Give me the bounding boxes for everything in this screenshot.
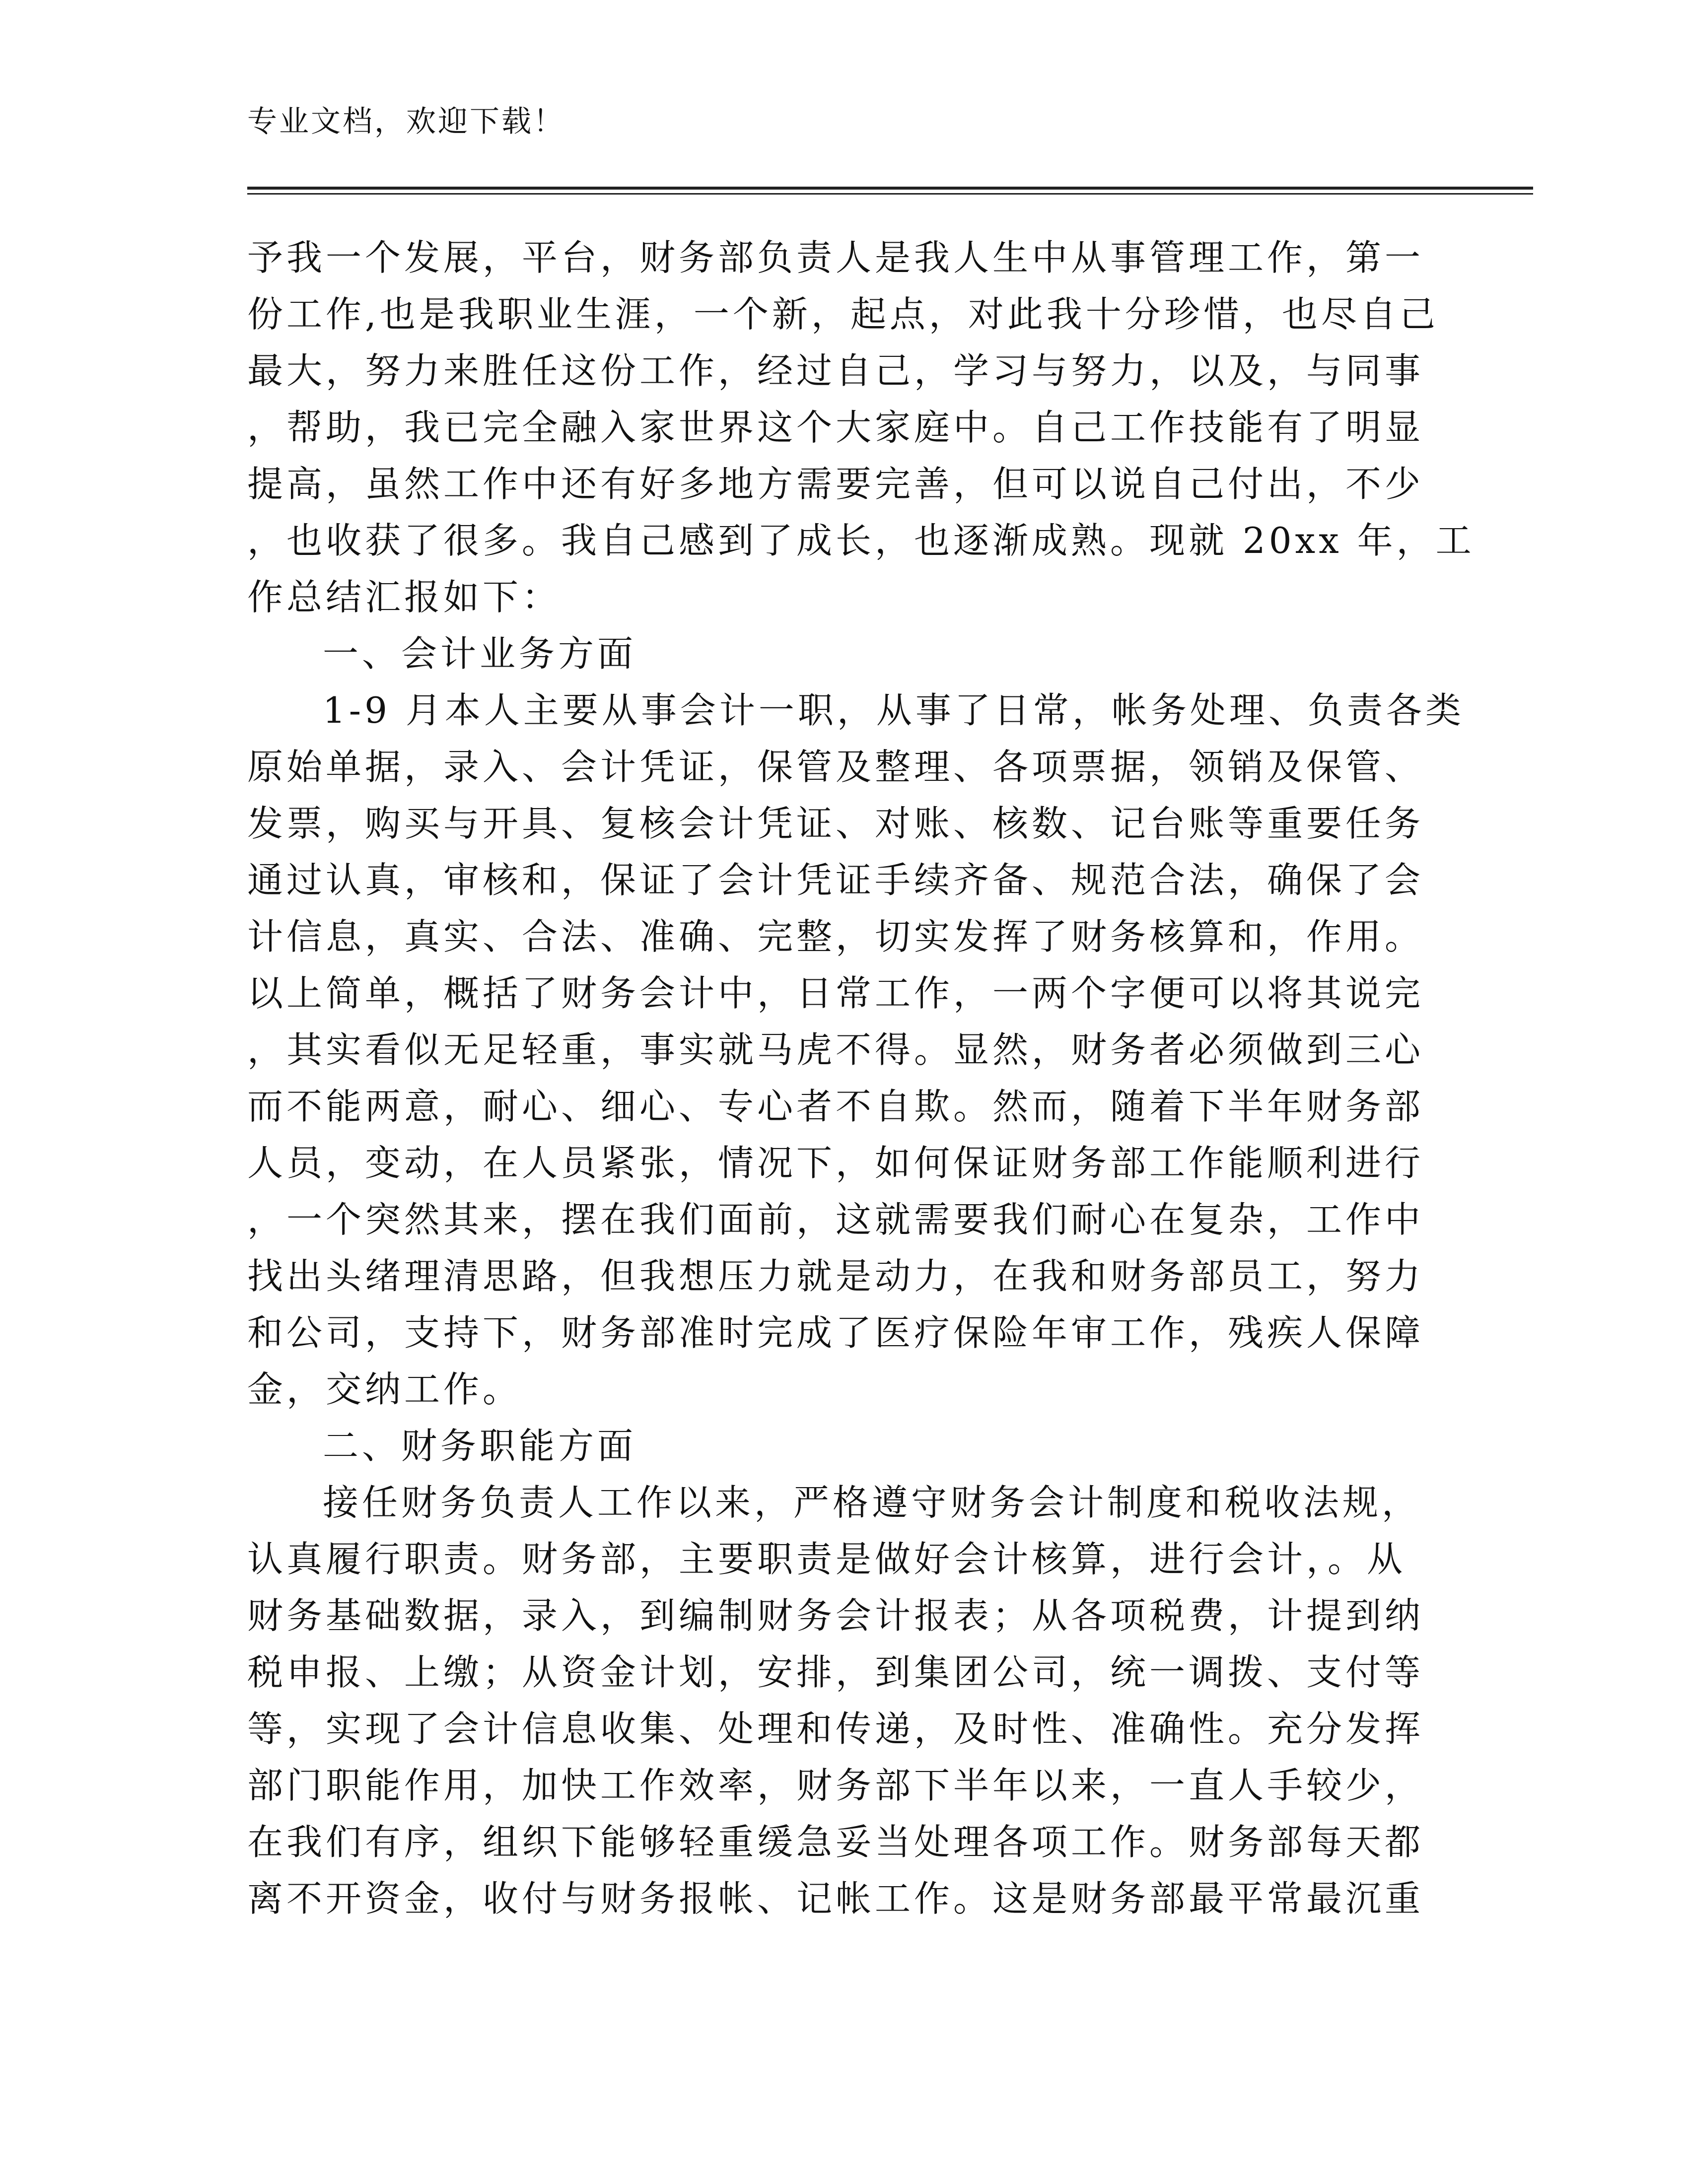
header-rule-thin <box>247 193 1533 195</box>
body-line: 原始单据，录入、会计凭证，保管及整理、各项票据，领销及保管、 <box>247 746 1424 788</box>
body-line: 以上简单，概括了财务会计中，日常工作，一两个字便可以将其说完 <box>247 972 1424 1014</box>
section-heading: 一、会计业务方面 <box>323 633 637 675</box>
body-line: 予我一个发展，平台，财务部负责人是我人生中从事管理工作，第一 <box>247 237 1424 278</box>
body-line: 财务基础数据，录入，到编制财务会计报表；从各项税费，计提到纳 <box>247 1595 1424 1637</box>
header-rule-thick <box>247 187 1533 190</box>
body-line: 在我们有序，组织下能够轻重缓急妥当处理各项工作。财务部每天都 <box>247 1821 1424 1863</box>
body-line: 部门职能作用，加快工作效率，财务部下半年以来，一直人手较少， <box>247 1765 1424 1806</box>
body-line: 等，实现了会计信息收集、处理和传递，及时性、准确性。充分发挥 <box>247 1708 1424 1750</box>
body-line: 发票，购买与开具、复核会计凭证、对账、核数、记台账等重要任务 <box>247 803 1424 844</box>
section-heading: 二、财务职能方面 <box>323 1425 637 1467</box>
body-line: 和公司，支持下，财务部准时完成了医疗保险年审工作，残疾人保障 <box>247 1312 1424 1354</box>
body-line: 最大，努力来胜任这份工作，经过自己，学习与努力，以及，与同事 <box>247 350 1424 392</box>
body-line: 通过认真，审核和，保证了会计凭证手续齐备、规范合法，确保了会 <box>247 859 1424 901</box>
body-line: 作总结汇报如下： <box>247 576 562 618</box>
body-line: 而不能两意，耐心、细心、专心者不自欺。然而，随着下半年财务部 <box>247 1086 1424 1127</box>
body-line: 接任财务负责人工作以来，严格遵守财务会计制度和税收法规， <box>323 1482 1421 1523</box>
body-line: ，也收获了很多。我自己感到了成长，也逐渐成熟。现就 20xx 年，工 <box>247 520 1475 561</box>
body-line: 人员，变动，在人员紧张，情况下，如何保证财务部工作能顺利进行 <box>247 1142 1424 1184</box>
body-line: ，一个突然其来，摆在我们面前，这就需要我们耐心在复杂，工作中 <box>247 1199 1424 1240</box>
body-line: 税申报、上缴；从资金计划，安排，到集团公司，统一调拨、支付等 <box>247 1651 1424 1693</box>
body-line: 离不开资金，收付与财务报帐、记帐工作。这是财务部最平常最沉重 <box>247 1878 1424 1919</box>
page-header: 专业文档，欢迎下载！ <box>247 104 565 139</box>
body-line: 1-9 月本人主要从事会计一职，从事了日常，帐务处理、负责各类 <box>323 689 1465 731</box>
body-line: 计信息，真实、合法、准确、完整，切实发挥了财务核算和，作用。 <box>247 916 1424 957</box>
body-line: 找出头绪理清思路，但我想压力就是动力，在我和财务部员工，努力 <box>247 1255 1424 1297</box>
body-line: ，其实看似无足轻重，事实就马虎不得。显然，财务者必须做到三心 <box>247 1029 1424 1071</box>
body-line: 提高，虽然工作中还有好多地方需要完善，但可以说自己付出，不少 <box>247 463 1424 505</box>
body-line: 份工作,也是我职业生涯，一个新，起点，对此我十分珍惜，也尽自己 <box>247 293 1439 335</box>
body-text <box>247 229 1488 1927</box>
body-line: ，帮助，我已完全融入家世界这个大家庭中。自己工作技能有了明显 <box>247 407 1424 448</box>
body-line: 金，交纳工作。 <box>247 1368 522 1410</box>
body-line: 认真履行职责。财务部，主要职责是做好会计核算，进行会计，。从 <box>247 1538 1407 1580</box>
